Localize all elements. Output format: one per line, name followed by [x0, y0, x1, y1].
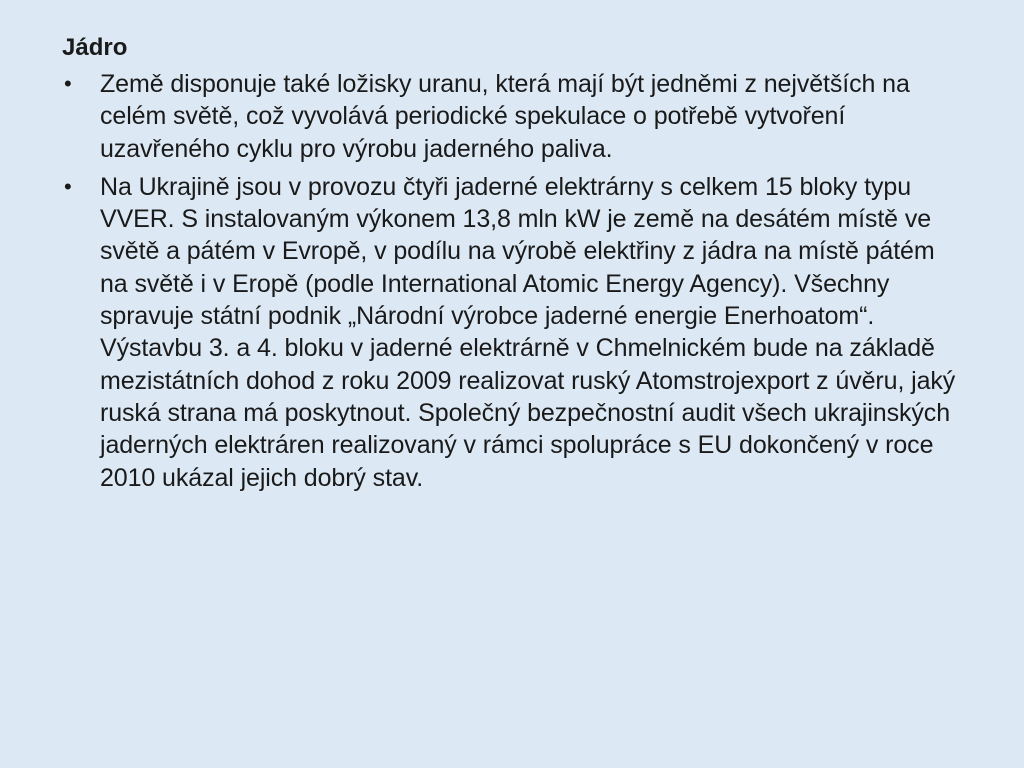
bullet-icon: •	[64, 71, 72, 96]
bullet-text: Země disponuje také ložisky uranu, která mají být jedněmi z největších na celém světě, což vyvolává periodické spekulace o potřebě vytvoření uzavřeného cyklu pro výrobu jaderného paliva.	[100, 70, 910, 163]
bullet-item-uranium	[62, 68, 968, 165]
bullet-text: Na Ukrajině jsou v provozu čtyři jaderné elektrárny s celkem 15 bloky typu VVER. S instalovaným výkonem 13,8 mln kW je země na desátém místě ve světě a pátém v Evropě, v podílu na výrobě elektřiny z jádra na místě pátém na světě i v Eropě (podle International Atomic Energy Agency). Všechny spravuje státní podnik „Národní výrobce jaderné energie Enerhoatom“. Výstavbu 3. a 4. bloku v jaderné elektrárně v Chmelnickém bude na základě mezistátních dohod z roku 2009 realizovat ruský Atomstrojexport z úvěru, jaký ruská strana má poskytnout. Společný bezpečnostní audit všech ukrajinských jaderných elektráren realizovaný v rámci spolupráce s EU dokončený v roce 2010 ukázal jejich dobrý stav.	[100, 172, 956, 492]
bullet-item-nuclear-plants	[62, 171, 968, 494]
bullet-list	[62, 68, 968, 494]
bullet-icon: •	[64, 173, 72, 199]
slide-heading: Jádro	[62, 34, 128, 61]
